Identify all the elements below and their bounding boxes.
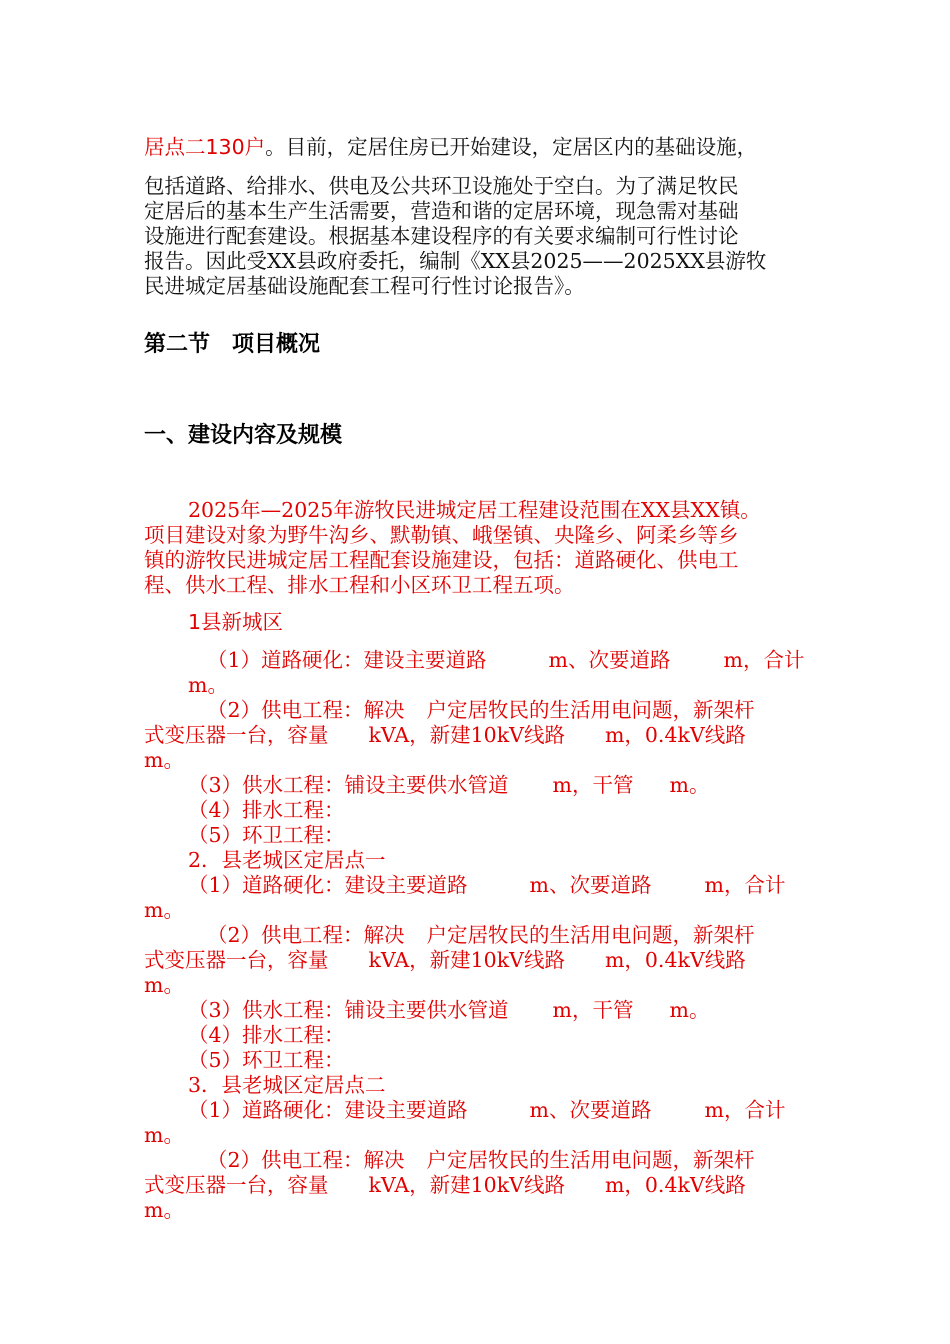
power-line-2: 式变压器一台，容量 kVA，新建10kV线路 m，0.4kV线路 <box>144 948 746 972</box>
water-line: （3）供水工程：铺设主要供水管道 m，干管 m。 <box>188 998 710 1022</box>
intro-highlight: 居点二130户 <box>144 135 266 159</box>
road-line-end: m。 <box>188 673 228 697</box>
section-title: 第二节 项目概况 <box>144 332 321 357</box>
road-line-end: m。 <box>144 1123 184 1147</box>
road-line-end: m。 <box>144 898 184 922</box>
scope-line-2: 项目建设对象为野牛沟乡、默勒镇、峨堡镇、央隆乡、阿柔乡等乡 <box>144 523 739 547</box>
subsection-title: 一、建设内容及规模 <box>144 423 343 448</box>
intro-line-2: 包括道路、给排水、供电及公共环卫设施处于空白。为了满足牧民 <box>144 174 739 198</box>
sanitation-line: （5）环卫工程： <box>188 1048 345 1072</box>
road-line: （1）道路硬化：建设主要道路 m、次要道路 m，合计 <box>207 648 805 672</box>
scope-line-4: 程、供水工程、排水工程和小区环卫工程五项。 <box>144 573 575 597</box>
sanitation-line: （5）环卫工程： <box>188 823 345 847</box>
power-line-end: m。 <box>144 973 184 997</box>
intro-line-4: 设施进行配套建设。根据基本建设程序的有关要求编制可行性讨论 <box>144 224 739 248</box>
area-title: 3．县老城区定居点二 <box>188 1073 386 1097</box>
intro-line-3: 定居后的基本生产生活需要，营造和谐的定居环境，现急需对基础 <box>144 199 739 223</box>
power-line: （2）供电工程：解决 户定居牧民的生活用电问题，新架杆 <box>207 1148 755 1172</box>
area-title: 1县新城区 <box>188 610 284 634</box>
drain-line: （4）排水工程： <box>188 1023 345 1047</box>
power-line-end: m。 <box>144 748 184 772</box>
power-line-2: 式变压器一台，容量 kVA，新建10kV线路 m，0.4kV线路 <box>144 1173 746 1197</box>
power-line-end: m。 <box>144 1198 184 1222</box>
power-line-2: 式变压器一台，容量 kVA，新建10kV线路 m，0.4kV线路 <box>144 723 746 747</box>
power-line: （2）供电工程：解决 户定居牧民的生活用电问题，新架杆 <box>207 923 755 947</box>
drain-line: （4）排水工程： <box>188 798 345 822</box>
power-line: （2）供电工程：解决 户定居牧民的生活用电问题，新架杆 <box>207 698 755 722</box>
road-line: （1）道路硬化：建设主要道路 m、次要道路 m，合计 <box>188 1098 786 1122</box>
road-line: （1）道路硬化：建设主要道路 m、次要道路 m，合计 <box>188 873 786 897</box>
intro-line-1 <box>144 135 757 160</box>
intro-line-6: 民进城定居基础设施配套工程可行性讨论报告》。 <box>144 274 585 298</box>
scope-line-3: 镇的游牧民进城定居工程配套设施建设，包括：道路硬化、供电工 <box>144 548 739 572</box>
intro-line-5: 报告。因此受XX县政府委托，编制《XX县2025——2025XX县游牧 <box>144 249 767 273</box>
area-title: 2．县老城区定居点一 <box>188 848 386 872</box>
scope-line-1: 2025年—2025年游牧民进城定居工程建设范围在XX县XX镇。 <box>188 498 761 522</box>
water-line: （3）供水工程：铺设主要供水管道 m，干管 m。 <box>188 773 710 797</box>
intro-line-1-text: 。目前，定居住房已开始建设，定居区内的基础设施， <box>265 135 758 159</box>
